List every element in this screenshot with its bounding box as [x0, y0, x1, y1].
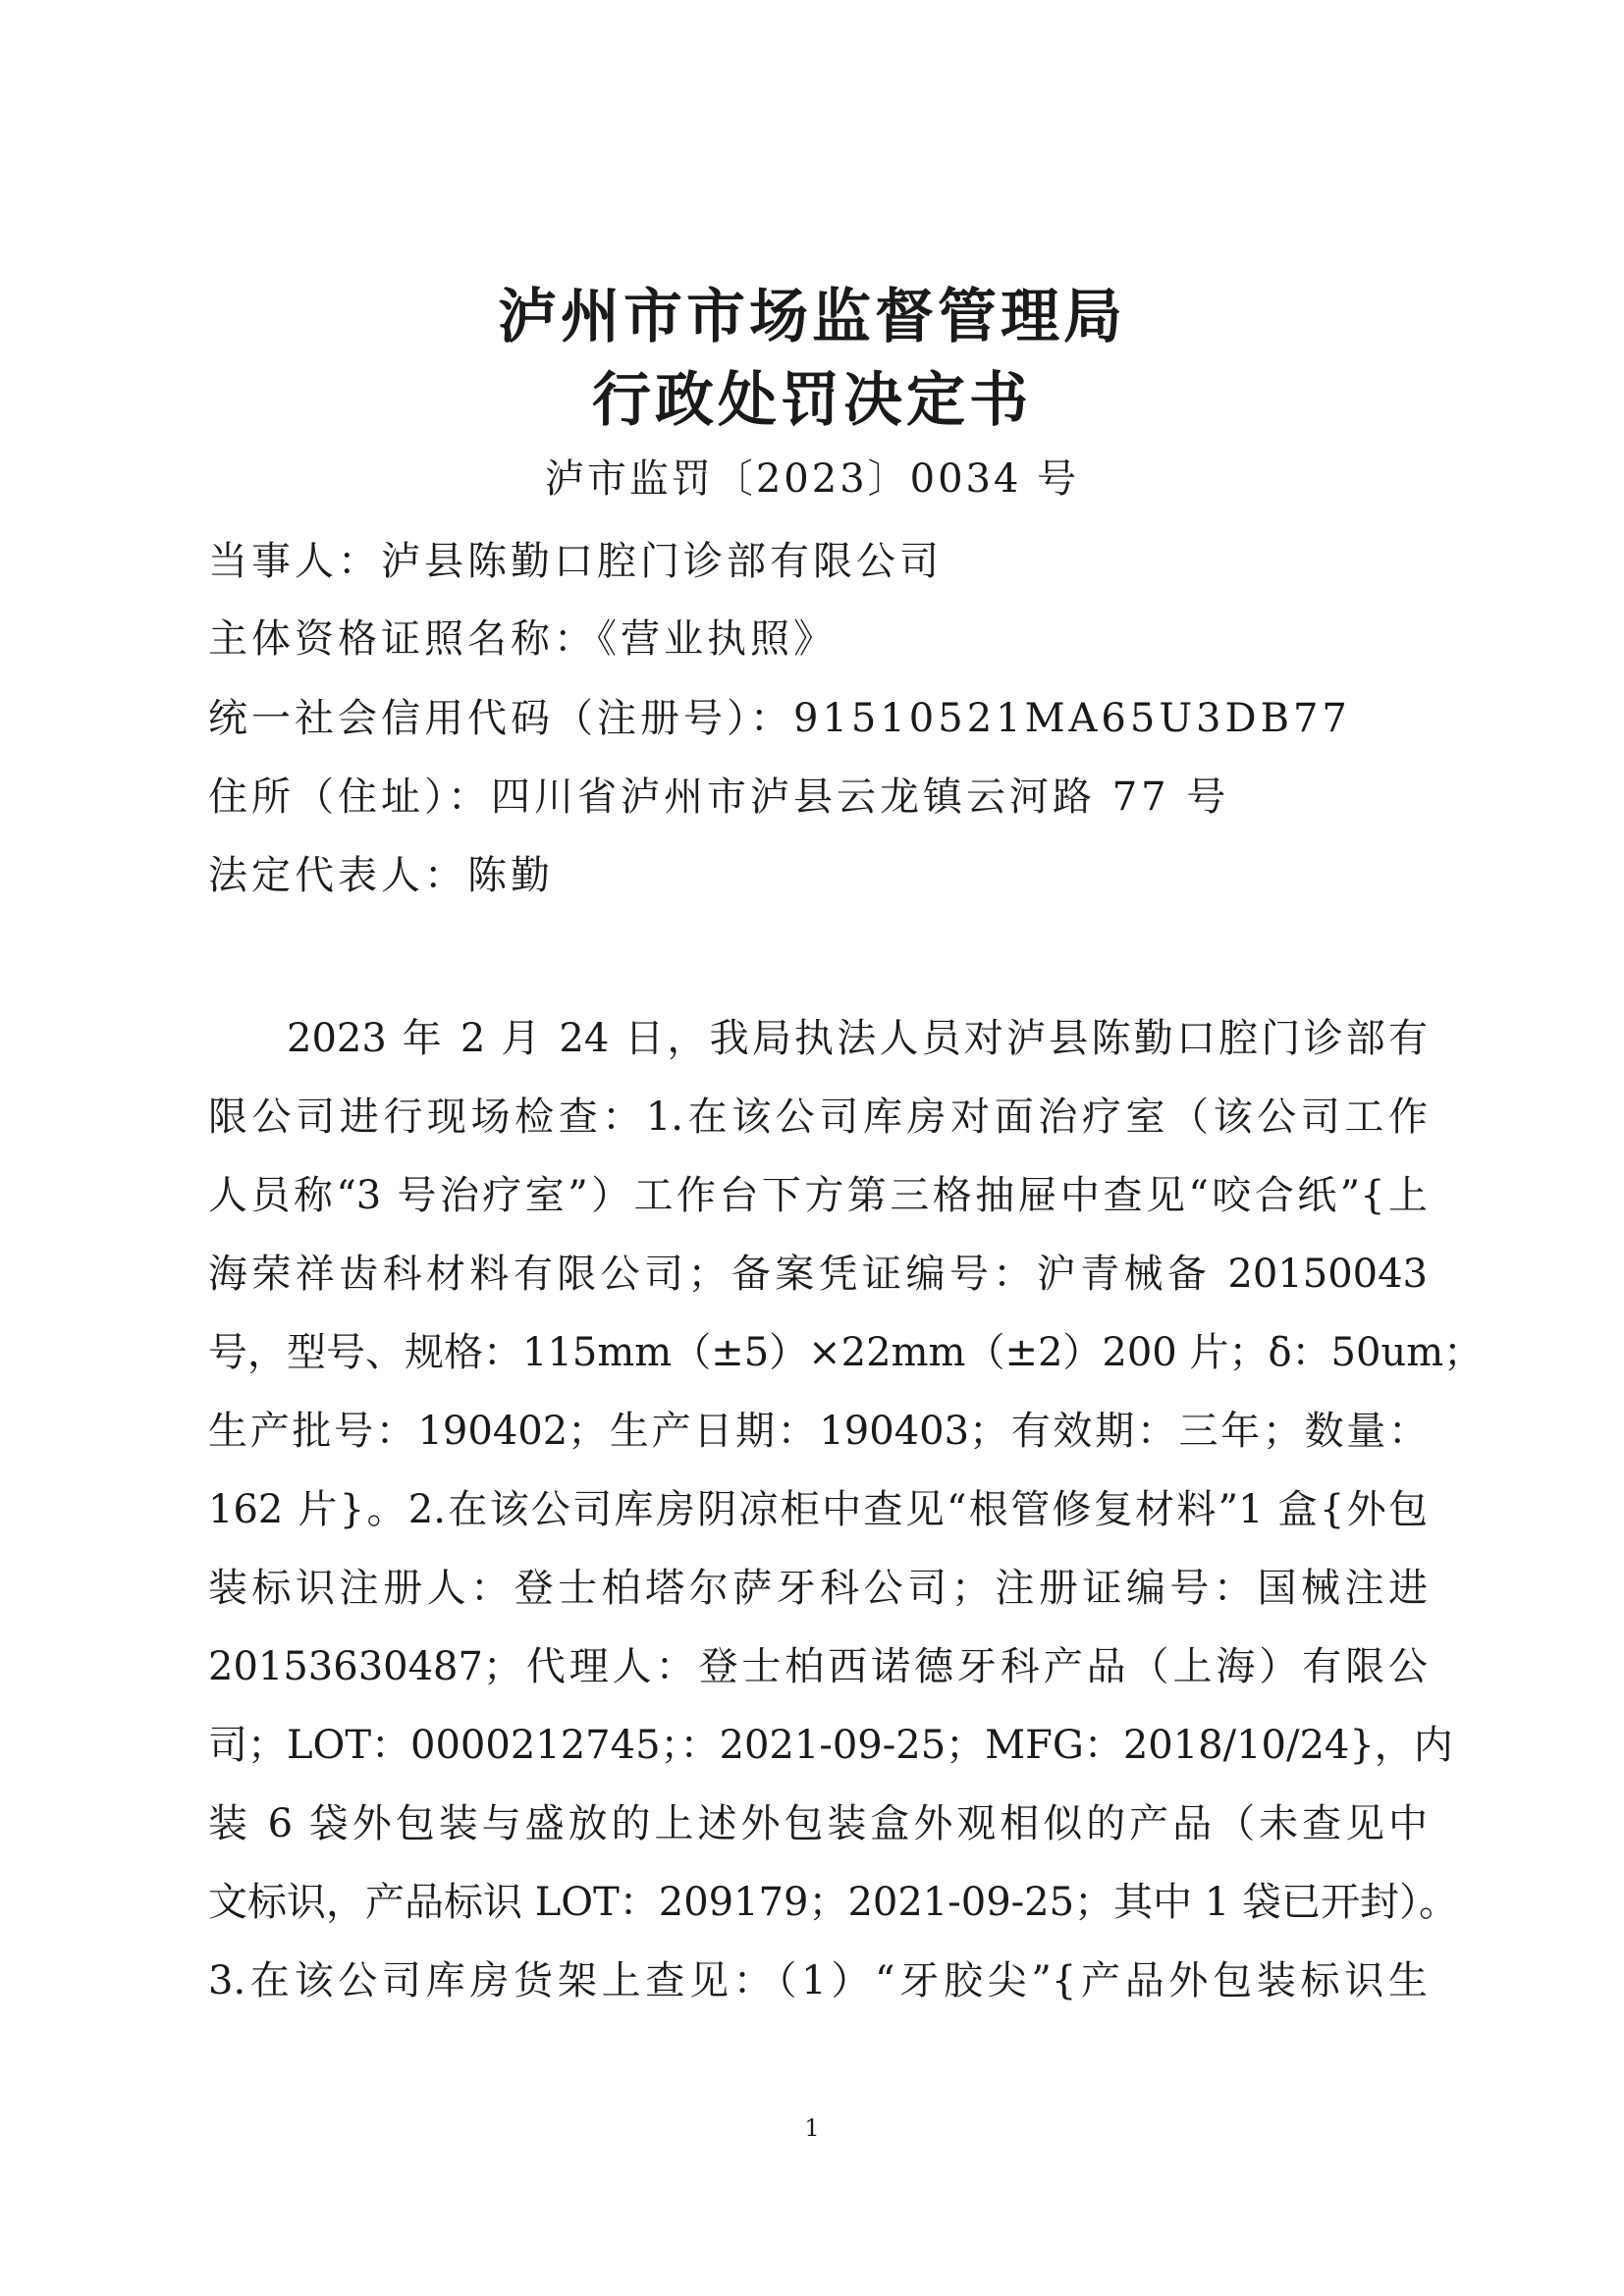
- body-line: 装标识注册人：登士柏塔尔萨牙科公司；注册证编号：国械注进: [208, 1566, 1428, 1611]
- body-line: 20153630487；代理人：登士柏西诺德牙科产品（上海）有限公: [208, 1644, 1428, 1689]
- legal-representative: 法定代表人：陈勤: [208, 853, 554, 898]
- document-number: 泸市监罚〔2023〕0034 号: [544, 456, 1080, 502]
- license-name: 主体资格证照名称：《营业执照》: [208, 616, 837, 662]
- body-line: 人员称“3 号治疗室”）工作台下方第三格抽屉中查见“咬合纸”{上: [208, 1173, 1428, 1218]
- credit-code: 统一社会信用代码（注册号）：91510521MA65U3DB77: [208, 696, 1351, 741]
- page-number: 1: [804, 2114, 820, 2142]
- body-line: 司；LOT：0000212745；：2021-09-25；MFG：2018/10/24}，内: [208, 1723, 1453, 1768]
- party-name: 当事人：泸县陈勤口腔门诊部有限公司: [208, 539, 943, 584]
- body-line: 3.在该公司库房货架上查见：（1）“牙胶尖”{产品外包装标识生: [208, 1958, 1428, 2003]
- body-line: 号，型号、规格：115mm（±5）×22mm（±2）200 片；δ：50um；: [208, 1330, 1484, 1375]
- body-line: 海荣祥齿科材料有限公司；备案凭证编号：沪青械备 20150043: [208, 1252, 1428, 1297]
- address: 住所（住址）：四川省泸州市泸县云龙镇云河路 77 号: [208, 774, 1230, 820]
- body-line: 装 6 袋外包装与盛放的上述外包装盒外观相似的产品（未查见中: [208, 1801, 1428, 1846]
- body-line: 2023 年 2 月 24 日，我局执法人员对泸县陈勤口腔门诊部有: [287, 1016, 1428, 1061]
- document-subtitle: 行政处罚决定书: [592, 366, 1032, 435]
- body-line: 生产批号：190402；生产日期：190403；有效期：三年；数量：: [208, 1409, 1428, 1454]
- body-line: 162 片}。2.在该公司库房阴凉柜中查见“根管修复材料”1 盒{外包: [208, 1487, 1428, 1532]
- body-line: 限公司进行现场检查：1.在该公司库房对面治疗室（该公司工作: [208, 1095, 1428, 1140]
- body-line: 文标识，产品标识 LOT：209179；2021-09-25；其中 1 袋已开封）。: [208, 1880, 1458, 1925]
- document-title: 泸州市市场监督管理局: [498, 283, 1126, 351]
